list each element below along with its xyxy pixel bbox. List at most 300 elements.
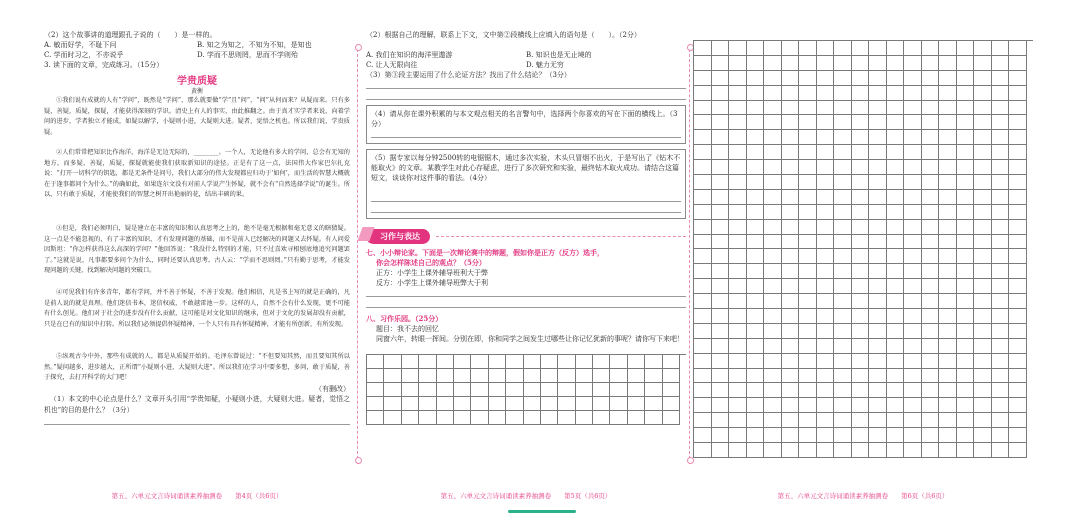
grid-cell[interactable] [957, 56, 975, 71]
grid-cell[interactable] [974, 160, 992, 175]
grid-cell[interactable] [782, 235, 800, 250]
grid-cell[interactable] [869, 86, 887, 101]
grid-cell[interactable] [852, 160, 870, 175]
grid-cell[interactable] [747, 115, 765, 130]
grid-cell[interactable] [852, 101, 870, 116]
grid-cell[interactable] [992, 443, 1010, 458]
grid-cell[interactable] [628, 383, 645, 397]
grid-cell[interactable] [799, 369, 817, 384]
grid-cell[interactable] [489, 411, 506, 425]
grid-cell[interactable] [712, 175, 730, 190]
grid-cell[interactable] [747, 205, 765, 220]
grid-cell[interactable] [764, 383, 782, 398]
grid-cell[interactable] [974, 309, 992, 324]
grid-cell[interactable] [974, 101, 992, 116]
grid-cell[interactable] [454, 411, 471, 425]
grid-cell[interactable] [694, 115, 712, 130]
grid-cell[interactable] [834, 71, 852, 86]
grid-cell[interactable] [799, 294, 817, 309]
grid-cell[interactable] [558, 397, 575, 411]
grid-cell[interactable] [992, 249, 1010, 264]
grid-cell[interactable] [694, 190, 712, 205]
grid-cell[interactable] [471, 397, 488, 411]
grid-cell[interactable] [799, 413, 817, 428]
grid-cell[interactable] [747, 56, 765, 71]
grid-cell[interactable] [834, 101, 852, 116]
grid-cell[interactable] [799, 309, 817, 324]
grid-cell[interactable] [1009, 309, 1027, 324]
grid-cell[interactable] [799, 220, 817, 235]
grid-cell[interactable] [957, 160, 975, 175]
grid-cell[interactable] [922, 413, 940, 428]
grid-cell[interactable] [887, 339, 905, 354]
grid-cell[interactable] [939, 279, 957, 294]
grid-cell[interactable] [747, 71, 765, 86]
grid-cell[interactable] [747, 190, 765, 205]
grid-cell[interactable] [817, 309, 835, 324]
grid-cell[interactable] [782, 279, 800, 294]
grid-cell[interactable] [782, 175, 800, 190]
grid-cell[interactable] [957, 220, 975, 235]
grid-cell[interactable] [904, 190, 922, 205]
grid-cell[interactable] [974, 86, 992, 101]
grid-cell[interactable] [437, 397, 454, 411]
grid-cell[interactable] [817, 71, 835, 86]
grid-cell[interactable] [437, 383, 454, 397]
grid-cell[interactable] [974, 71, 992, 86]
grid-cell[interactable] [869, 160, 887, 175]
grid-cell[interactable] [922, 324, 940, 339]
grid-cell[interactable] [524, 383, 541, 397]
grid-cell[interactable] [489, 355, 506, 369]
grid-cell[interactable] [922, 71, 940, 86]
grid-cell[interactable] [1009, 369, 1027, 384]
grid-cell[interactable] [869, 354, 887, 369]
grid-cell[interactable] [992, 309, 1010, 324]
grid-cell[interactable] [887, 160, 905, 175]
grid-cell[interactable] [694, 354, 712, 369]
grid-cell[interactable] [454, 355, 471, 369]
grid-cell[interactable] [939, 130, 957, 145]
grid-cell[interactable] [694, 71, 712, 86]
grid-cell[interactable] [764, 205, 782, 220]
grid-cell[interactable] [764, 398, 782, 413]
grid-cell[interactable] [694, 383, 712, 398]
grid-cell[interactable] [645, 397, 662, 411]
grid-cell[interactable] [852, 354, 870, 369]
grid-cell[interactable] [817, 443, 835, 458]
answer-line[interactable] [366, 91, 686, 100]
grid-cell[interactable] [974, 264, 992, 279]
grid-cell[interactable] [992, 383, 1010, 398]
grid-cell[interactable] [747, 339, 765, 354]
grid-cell[interactable] [782, 101, 800, 116]
grid-cell[interactable] [834, 443, 852, 458]
answer-line[interactable] [366, 299, 686, 308]
grid-cell[interactable] [817, 56, 835, 71]
grid-cell[interactable] [817, 294, 835, 309]
grid-cell[interactable] [402, 383, 419, 397]
grid-cell[interactable] [610, 397, 627, 411]
grid-cell[interactable] [852, 220, 870, 235]
grid-cell[interactable] [712, 101, 730, 116]
grid-cell[interactable] [939, 398, 957, 413]
grid-cell[interactable] [922, 130, 940, 145]
grid-cell[interactable] [729, 101, 747, 116]
grid-cell[interactable] [834, 309, 852, 324]
grid-cell[interactable] [992, 428, 1010, 443]
grid-cell[interactable] [694, 56, 712, 71]
grid-cell[interactable] [887, 41, 905, 56]
grid-cell[interactable] [974, 41, 992, 56]
grid-cell[interactable] [764, 175, 782, 190]
grid-cell[interactable] [764, 294, 782, 309]
grid-cell[interactable] [817, 354, 835, 369]
grid-cell[interactable] [799, 249, 817, 264]
grid-cell[interactable] [957, 413, 975, 428]
writing-grid[interactable] [693, 40, 1033, 458]
grid-cell[interactable] [694, 398, 712, 413]
grid-cell[interactable] [764, 235, 782, 250]
grid-cell[interactable] [628, 369, 645, 383]
grid-cell[interactable] [712, 413, 730, 428]
grid-cell[interactable] [729, 115, 747, 130]
grid-cell[interactable] [541, 397, 558, 411]
answer-line[interactable] [371, 193, 681, 202]
grid-cell[interactable] [939, 71, 957, 86]
grid-cell[interactable] [799, 86, 817, 101]
grid-cell[interactable] [663, 369, 680, 383]
grid-cell[interactable] [747, 294, 765, 309]
grid-cell[interactable] [992, 398, 1010, 413]
grid-cell[interactable] [922, 101, 940, 116]
grid-cell[interactable] [992, 71, 1010, 86]
grid-cell[interactable] [694, 279, 712, 294]
grid-cell[interactable] [799, 235, 817, 250]
grid-cell[interactable] [628, 411, 645, 425]
grid-cell[interactable] [939, 145, 957, 160]
grid-cell[interactable] [764, 309, 782, 324]
grid-cell[interactable] [1009, 220, 1027, 235]
grid-cell[interactable] [454, 383, 471, 397]
grid-cell[interactable] [974, 130, 992, 145]
grid-cell[interactable] [939, 413, 957, 428]
grid-cell[interactable] [939, 205, 957, 220]
grid-cell[interactable] [922, 428, 940, 443]
grid-cell[interactable] [694, 205, 712, 220]
grid-cell[interactable] [506, 355, 523, 369]
grid-cell[interactable] [922, 354, 940, 369]
grid-cell[interactable] [764, 115, 782, 130]
grid-cell[interactable] [782, 71, 800, 86]
grid-cell[interactable] [887, 130, 905, 145]
grid-cell[interactable] [712, 249, 730, 264]
grid-cell[interactable] [799, 115, 817, 130]
grid-cell[interactable] [974, 294, 992, 309]
grid-cell[interactable] [367, 383, 384, 397]
grid-cell[interactable] [712, 383, 730, 398]
grid-cell[interactable] [869, 56, 887, 71]
grid-cell[interactable] [817, 130, 835, 145]
grid-cell[interactable] [992, 175, 1010, 190]
grid-cell[interactable] [524, 355, 541, 369]
grid-cell[interactable] [852, 383, 870, 398]
grid-cell[interactable] [869, 324, 887, 339]
grid-cell[interactable] [887, 354, 905, 369]
grid-cell[interactable] [957, 279, 975, 294]
grid-cell[interactable] [974, 56, 992, 71]
grid-cell[interactable] [974, 369, 992, 384]
grid-cell[interactable] [367, 369, 384, 383]
grid-cell[interactable] [922, 145, 940, 160]
grid-cell[interactable] [799, 145, 817, 160]
grid-cell[interactable] [887, 383, 905, 398]
grid-cell[interactable] [957, 86, 975, 101]
grid-cell[interactable] [922, 160, 940, 175]
grid-cell[interactable] [869, 413, 887, 428]
grid-cell[interactable] [957, 324, 975, 339]
grid-cell[interactable] [957, 115, 975, 130]
grid-cell[interactable] [887, 398, 905, 413]
grid-cell[interactable] [817, 190, 835, 205]
grid-cell[interactable] [852, 71, 870, 86]
grid-cell[interactable] [817, 41, 835, 56]
grid-cell[interactable] [712, 190, 730, 205]
grid-cell[interactable] [869, 264, 887, 279]
grid-cell[interactable] [729, 443, 747, 458]
grid-cell[interactable] [782, 413, 800, 428]
grid-cell[interactable] [904, 160, 922, 175]
grid-cell[interactable] [593, 369, 610, 383]
grid-cell[interactable] [922, 309, 940, 324]
grid-cell[interactable] [747, 175, 765, 190]
grid-cell[interactable] [454, 369, 471, 383]
grid-cell[interactable] [782, 160, 800, 175]
grid-cell[interactable] [747, 130, 765, 145]
grid-cell[interactable] [799, 175, 817, 190]
grid-cell[interactable] [992, 86, 1010, 101]
grid-cell[interactable] [887, 369, 905, 384]
grid-cell[interactable] [729, 175, 747, 190]
grid-cell[interactable] [576, 411, 593, 425]
grid-cell[interactable] [729, 339, 747, 354]
grid-cell[interactable] [992, 56, 1010, 71]
grid-cell[interactable] [939, 443, 957, 458]
grid-cell[interactable] [799, 101, 817, 116]
grid-cell[interactable] [939, 115, 957, 130]
grid-cell[interactable] [869, 309, 887, 324]
grid-cell[interactable] [1009, 279, 1027, 294]
grid-cell[interactable] [764, 145, 782, 160]
grid-cell[interactable] [764, 443, 782, 458]
grid-cell[interactable] [974, 205, 992, 220]
grid-cell[interactable] [729, 369, 747, 384]
grid-cell[interactable] [1009, 294, 1027, 309]
grid-cell[interactable] [852, 264, 870, 279]
grid-cell[interactable] [922, 175, 940, 190]
grid-cell[interactable] [834, 413, 852, 428]
grid-cell[interactable] [593, 411, 610, 425]
grid-cell[interactable] [887, 443, 905, 458]
grid-cell[interactable] [869, 279, 887, 294]
grid-cell[interactable] [852, 175, 870, 190]
grid-cell[interactable] [729, 160, 747, 175]
grid-cell[interactable] [922, 190, 940, 205]
grid-cell[interactable] [782, 190, 800, 205]
grid-cell[interactable] [957, 369, 975, 384]
grid-cell[interactable] [712, 309, 730, 324]
grid-cell[interactable] [957, 145, 975, 160]
grid-cell[interactable] [834, 115, 852, 130]
grid-cell[interactable] [782, 86, 800, 101]
grid-cell[interactable] [834, 354, 852, 369]
grid-cell[interactable] [957, 428, 975, 443]
grid-cell[interactable] [817, 205, 835, 220]
grid-cell[interactable] [367, 397, 384, 411]
grid-cell[interactable] [402, 369, 419, 383]
grid-cell[interactable] [957, 190, 975, 205]
grid-cell[interactable] [869, 249, 887, 264]
grid-cell[interactable] [712, 86, 730, 101]
grid-cell[interactable] [712, 41, 730, 56]
grid-cell[interactable] [799, 428, 817, 443]
grid-cell[interactable] [628, 355, 645, 369]
grid-cell[interactable] [799, 324, 817, 339]
grid-cell[interactable] [834, 428, 852, 443]
grid-cell[interactable] [747, 354, 765, 369]
grid-cell[interactable] [419, 355, 436, 369]
grid-cell[interactable] [799, 279, 817, 294]
grid-cell[interactable] [974, 249, 992, 264]
grid-cell[interactable] [869, 339, 887, 354]
grid-cell[interactable] [834, 220, 852, 235]
grid-cell[interactable] [922, 264, 940, 279]
grid-cell[interactable] [541, 383, 558, 397]
grid-cell[interactable] [694, 145, 712, 160]
grid-cell[interactable] [799, 443, 817, 458]
grid-cell[interactable] [541, 369, 558, 383]
grid-cell[interactable] [782, 264, 800, 279]
grid-cell[interactable] [782, 443, 800, 458]
grid-cell[interactable] [922, 249, 940, 264]
grid-cell[interactable] [712, 354, 730, 369]
grid-cell[interactable] [712, 145, 730, 160]
grid-cell[interactable] [729, 324, 747, 339]
grid-cell[interactable] [887, 324, 905, 339]
grid-cell[interactable] [834, 369, 852, 384]
grid-cell[interactable] [712, 398, 730, 413]
grid-cell[interactable] [869, 398, 887, 413]
grid-cell[interactable] [957, 264, 975, 279]
grid-cell[interactable] [974, 115, 992, 130]
grid-cell[interactable] [782, 56, 800, 71]
grid-cell[interactable] [712, 264, 730, 279]
grid-cell[interactable] [782, 205, 800, 220]
grid-cell[interactable] [694, 160, 712, 175]
grid-cell[interactable] [992, 115, 1010, 130]
grid-cell[interactable] [367, 411, 384, 425]
grid-cell[interactable] [887, 71, 905, 86]
grid-cell[interactable] [384, 383, 401, 397]
grid-cell[interactable] [1009, 413, 1027, 428]
grid-cell[interactable] [645, 355, 662, 369]
grid-cell[interactable] [541, 411, 558, 425]
grid-cell[interactable] [729, 130, 747, 145]
grid-cell[interactable] [887, 235, 905, 250]
grid-cell[interactable] [887, 205, 905, 220]
grid-cell[interactable] [419, 383, 436, 397]
grid-cell[interactable] [974, 443, 992, 458]
grid-cell[interactable] [974, 383, 992, 398]
grid-cell[interactable] [869, 428, 887, 443]
grid-cell[interactable] [869, 41, 887, 56]
grid-cell[interactable] [782, 145, 800, 160]
grid-cell[interactable] [764, 413, 782, 428]
grid-cell[interactable] [817, 398, 835, 413]
grid-cell[interactable] [817, 413, 835, 428]
grid-cell[interactable] [799, 71, 817, 86]
grid-cell[interactable] [852, 249, 870, 264]
grid-cell[interactable] [887, 115, 905, 130]
grid-cell[interactable] [645, 411, 662, 425]
grid-cell[interactable] [747, 101, 765, 116]
grid-cell[interactable] [904, 443, 922, 458]
grid-cell[interactable] [712, 428, 730, 443]
grid-cell[interactable] [384, 369, 401, 383]
grid-cell[interactable] [974, 190, 992, 205]
grid-cell[interactable] [957, 339, 975, 354]
grid-cell[interactable] [939, 249, 957, 264]
grid-cell[interactable] [1009, 235, 1027, 250]
grid-cell[interactable] [747, 369, 765, 384]
grid-cell[interactable] [957, 101, 975, 116]
grid-cell[interactable] [694, 175, 712, 190]
grid-cell[interactable] [764, 249, 782, 264]
grid-cell[interactable] [747, 220, 765, 235]
grid-cell[interactable] [729, 86, 747, 101]
grid-cell[interactable] [922, 398, 940, 413]
grid-cell[interactable] [712, 443, 730, 458]
grid-cell[interactable] [712, 324, 730, 339]
grid-cell[interactable] [1009, 86, 1027, 101]
grid-cell[interactable] [887, 294, 905, 309]
grid-cell[interactable] [869, 145, 887, 160]
grid-cell[interactable] [782, 428, 800, 443]
grid-cell[interactable] [904, 354, 922, 369]
grid-cell[interactable] [834, 86, 852, 101]
grid-cell[interactable] [799, 190, 817, 205]
grid-cell[interactable] [852, 145, 870, 160]
grid-cell[interactable] [887, 264, 905, 279]
grid-cell[interactable] [694, 309, 712, 324]
grid-cell[interactable] [922, 339, 940, 354]
grid-cell[interactable] [887, 428, 905, 443]
grid-cell[interactable] [887, 309, 905, 324]
grid-cell[interactable] [974, 324, 992, 339]
grid-cell[interactable] [834, 56, 852, 71]
grid-cell[interactable] [747, 145, 765, 160]
grid-cell[interactable] [782, 249, 800, 264]
grid-cell[interactable] [922, 279, 940, 294]
grid-cell[interactable] [957, 175, 975, 190]
grid-cell[interactable] [799, 264, 817, 279]
grid-cell[interactable] [939, 369, 957, 384]
grid-cell[interactable] [524, 369, 541, 383]
grid-cell[interactable] [729, 354, 747, 369]
grid-cell[interactable] [869, 235, 887, 250]
grid-cell[interactable] [694, 86, 712, 101]
grid-cell[interactable] [904, 145, 922, 160]
